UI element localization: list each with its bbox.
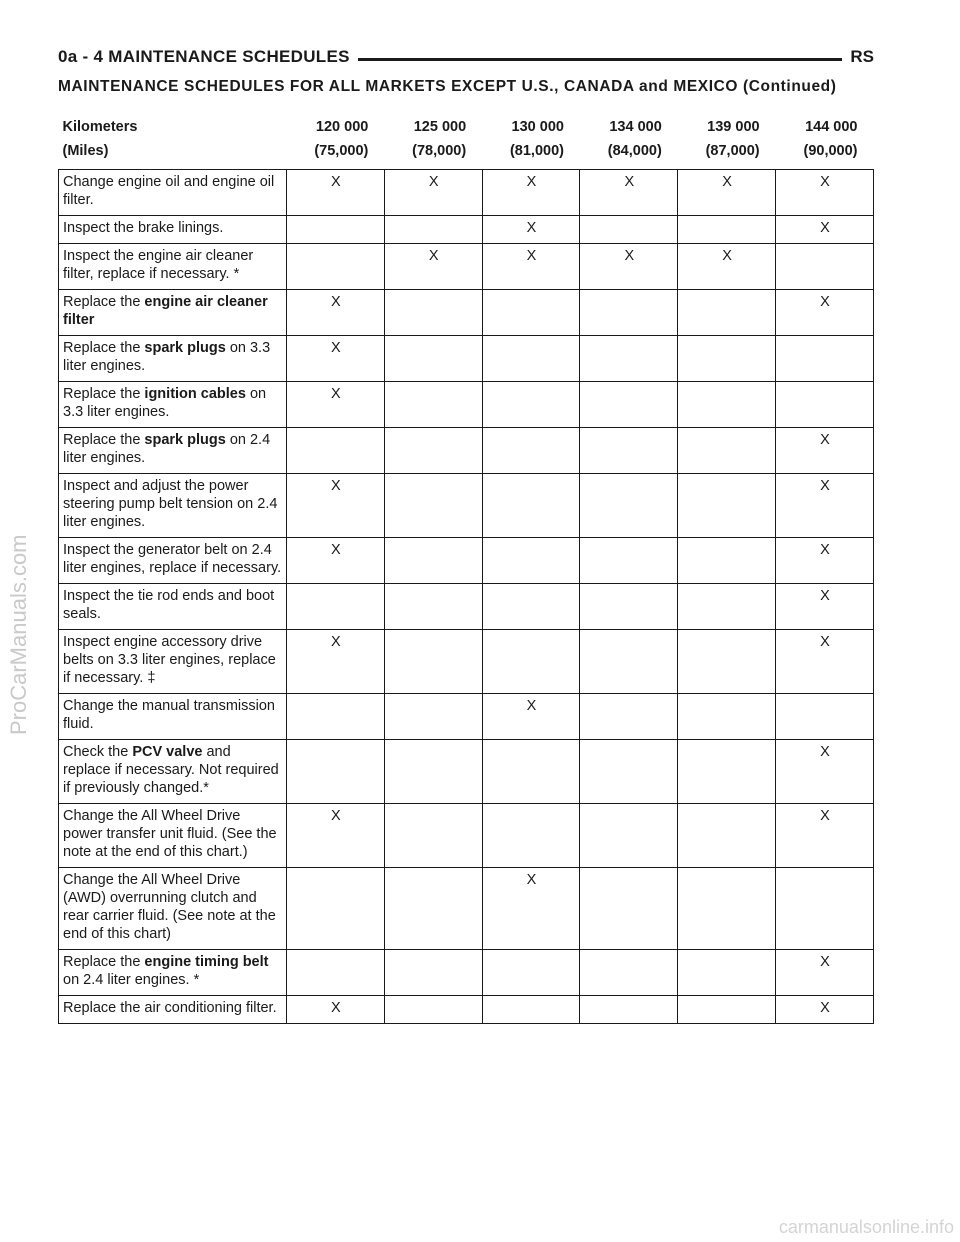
schedule-mark [384,290,482,336]
task-description [59,170,287,216]
schedule-mark: X [776,630,874,694]
footer-watermark: carmanualsonline.info [778,1217,954,1237]
column-header-km: 139 000 [707,119,760,135]
task-text: Replace the [63,432,145,448]
schedule-mark [580,538,678,584]
task-text: on 2.4 liter engines. * [63,972,200,988]
schedule-mark: X [678,244,776,290]
task-text: on 3.3 liter engines. [63,386,267,420]
schedule-mark: X [384,244,482,290]
task-description [59,336,287,382]
schedule-mark: X [776,216,874,244]
task-text: Replace the [63,294,145,310]
task-description [59,694,287,740]
table-row [59,584,874,630]
task-part-name: spark plugs [144,432,226,448]
schedule-mark [384,740,482,804]
table-row [59,382,874,428]
schedule-mark [580,996,678,1024]
column-header-miles: (Miles) [62,143,109,159]
schedule-mark [482,382,580,428]
task-description [59,428,287,474]
schedule-mark [580,694,678,740]
schedule-mark: X [287,804,385,868]
column-header-miles-value: (87,000) [705,143,760,159]
schedule-mark [580,804,678,868]
schedule-mark [287,216,385,244]
table-row [59,996,874,1024]
schedule-mark: X [678,170,776,216]
column-header-km: 134 000 [609,119,662,135]
table-row [59,538,874,584]
schedule-mark [678,868,776,950]
page-label: 0a - 4 MAINTENANCE SCHEDULES [58,47,358,67]
schedule-mark [678,474,776,538]
schedule-mark: X [287,996,385,1024]
task-description [59,804,287,868]
schedule-mark [678,950,776,996]
table-row [59,694,874,740]
task-part-name: ignition cables [144,386,246,402]
task-text: Inspect and adjust the power steering pump belt tension on 2.4 liter engines. [63,478,278,530]
schedule-mark [580,950,678,996]
schedule-mark [482,584,580,630]
task-text: Replace the [63,386,145,402]
column-header-miles-value: (75,000) [314,143,369,159]
schedule-mark: X [776,584,874,630]
schedule-mark: X [482,216,580,244]
task-description [59,630,287,694]
schedule-mark: X [776,740,874,804]
task-text: Change the manual transmission fluid. [63,698,275,732]
column-header-km: 144 000 [805,119,858,135]
task-description [59,244,287,290]
schedule-mark [776,868,874,950]
task-part-name: PCV valve [132,744,203,760]
table-row [59,290,874,336]
schedule-mark [287,694,385,740]
task-description [59,584,287,630]
schedule-mark: X [287,474,385,538]
schedule-mark: X [287,170,385,216]
task-part-name: spark plugs [144,340,226,356]
task-description [59,216,287,244]
schedule-mark [384,868,482,950]
schedule-mark [482,740,580,804]
schedule-mark: X [776,538,874,584]
task-description [59,868,287,950]
schedule-mark: X [384,170,482,216]
schedule-mark [384,950,482,996]
schedule-mark: X [482,170,580,216]
task-text: Inspect the brake linings. [63,220,224,236]
schedule-mark [384,996,482,1024]
schedule-mark: X [776,950,874,996]
schedule-mark [482,630,580,694]
schedule-mark [287,740,385,804]
schedule-mark [580,868,678,950]
table-row [59,630,874,694]
schedule-mark [482,290,580,336]
schedule-mark: X [580,244,678,290]
schedule-mark [482,538,580,584]
schedule-mark [776,244,874,290]
column-header-miles-value: (84,000) [607,143,662,159]
schedule-mark [384,428,482,474]
task-text: on 2.4 liter engines. [63,432,271,466]
schedule-mark [678,216,776,244]
schedule-mark [776,336,874,382]
schedule-mark [287,584,385,630]
schedule-mark [384,474,482,538]
schedule-mark: X [482,244,580,290]
schedule-mark: X [580,170,678,216]
task-text: Replace the [63,954,145,970]
table-body [59,170,874,1024]
schedule-mark [678,740,776,804]
column-header-km: 125 000 [413,119,467,135]
schedule-mark [482,428,580,474]
schedule-mark [287,950,385,996]
schedule-mark [580,740,678,804]
schedule-mark [482,996,580,1024]
schedule-mark: X [776,428,874,474]
task-text: Change the All Wheel Drive power transfer unit fluid. (See the note at the end of this chart.) [63,808,277,860]
schedule-mark: X [776,474,874,538]
table-row [59,216,874,244]
schedule-mark: X [287,290,385,336]
page-subtitle: MAINTENANCE SCHEDULES FOR ALL MARKETS EXCEPT U.S., CANADA and MEXICO (Continued) [58,78,837,95]
page-header [58,47,874,71]
schedule-mark [678,694,776,740]
schedule-mark: X [287,538,385,584]
schedule-mark [678,630,776,694]
schedule-mark [580,630,678,694]
table-row [59,950,874,996]
schedule-mark [482,804,580,868]
schedule-mark [580,428,678,474]
task-description [59,996,287,1024]
task-text: Change the All Wheel Drive (AWD) overrunning clutch and rear carrier fluid. (See note at the end of this chart) [63,872,276,942]
schedule-mark [384,630,482,694]
schedule-mark [678,584,776,630]
schedule-mark: X [287,336,385,382]
table-row [59,804,874,868]
column-header-km: 120 000 [315,119,369,135]
table-row [59,336,874,382]
task-text: Change engine oil and engine oil filter. [63,174,275,208]
schedule-mark: X [776,290,874,336]
schedule-mark [482,474,580,538]
schedule-mark [384,694,482,740]
task-text: Replace the air conditioning filter. [63,1000,277,1016]
task-text: Check the [63,744,133,760]
task-text: Inspect the generator belt on 2.4 liter engines, replace if necessary. [63,542,282,576]
schedule-mark [384,336,482,382]
table-row [59,868,874,950]
schedule-mark [776,694,874,740]
task-description [59,740,287,804]
schedule-mark [678,538,776,584]
task-text: on 3.3 liter engines. [63,340,271,374]
table-row [59,474,874,538]
task-text: Replace the [63,340,145,356]
schedule-mark: X [776,804,874,868]
header-row-miles [59,136,874,170]
schedule-mark [384,804,482,868]
schedule-mark [580,382,678,428]
task-text: and replace if necessary. Not required if previously changed.* [63,744,279,796]
side-watermark [0,510,66,740]
header-row-km [59,112,874,136]
task-description [59,382,287,428]
schedule-mark [580,336,678,382]
task-description [59,290,287,336]
maintenance-schedule-table [58,112,874,1024]
schedule-mark [287,244,385,290]
schedule-mark [482,950,580,996]
column-header-miles-value: (90,000) [803,143,858,159]
schedule-mark: X [287,630,385,694]
schedule-mark: X [776,170,874,216]
schedule-mark: X [482,694,580,740]
schedule-mark [580,216,678,244]
schedule-mark [776,382,874,428]
schedule-mark [678,996,776,1024]
task-part-name: engine air cleaner filter [63,294,268,328]
schedule-mark [580,584,678,630]
schedule-mark [384,216,482,244]
task-part-name: engine timing belt [144,954,269,970]
table-row [59,244,874,290]
section-code: RS [842,47,874,67]
schedule-mark [384,584,482,630]
table-row [59,170,874,216]
schedule-mark [287,868,385,950]
table-row [59,740,874,804]
schedule-mark [678,804,776,868]
task-description [59,950,287,996]
schedule-mark [384,538,482,584]
schedule-mark: X [776,996,874,1024]
schedule-mark [678,290,776,336]
schedule-mark [678,428,776,474]
task-text: Inspect engine accessory drive belts on 3.3 liter engines, replace if necessary. ‡ [63,634,276,686]
side-watermark-text: ProCarManuals.com [6,534,31,735]
task-text: Inspect the engine air cleaner filter, replace if necessary. * [63,248,254,282]
task-description [59,538,287,584]
schedule-mark [678,382,776,428]
task-description [59,474,287,538]
schedule-mark [580,474,678,538]
schedule-mark [678,336,776,382]
column-header-miles-value: (78,000) [412,143,467,159]
schedule-mark [384,382,482,428]
schedule-mark [482,336,580,382]
column-header-kilometers: Kilometers [62,119,138,135]
schedule-mark [580,290,678,336]
table-row [59,428,874,474]
schedule-mark: X [482,868,580,950]
schedule-mark: X [287,382,385,428]
task-text: Inspect the tie rod ends and boot seals. [63,588,275,622]
column-header-miles-value: (81,000) [509,143,564,159]
schedule-mark [287,428,385,474]
column-header-km: 130 000 [511,119,564,135]
